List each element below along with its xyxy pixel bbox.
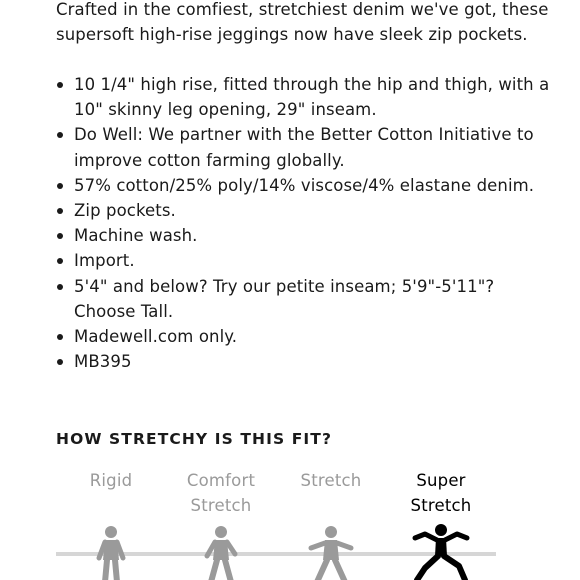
stretch-level-rigid <box>56 468 166 580</box>
list-item <box>56 248 556 273</box>
list-item <box>56 72 556 122</box>
standing-figure-icon <box>81 520 141 580</box>
list-item <box>56 223 556 248</box>
bullet-icon <box>57 132 63 138</box>
list-item <box>56 173 556 198</box>
stretch-level-super-stretch <box>386 468 496 580</box>
stretch-section-title: HOW STRETCHY IS THIS FIT? <box>56 430 333 448</box>
bullet-icon <box>57 208 63 214</box>
product-description-intro: Crafted in the comfiest, stretchiest denim we've got, these supersoft high-rise jeggings now have sleek zip pockets. <box>56 0 549 44</box>
stretch-level-label: Comfort Stretch <box>186 471 256 515</box>
product-details-list <box>56 72 556 374</box>
bullet-icon <box>57 82 63 88</box>
list-item <box>56 324 556 349</box>
list-item-text: Import. <box>74 251 135 271</box>
walking-figure-icon <box>191 520 251 580</box>
stretch-scale <box>56 468 496 580</box>
stretch-level-label: Rigid <box>89 471 133 490</box>
list-item <box>56 198 556 223</box>
stretch-level-stretch <box>276 468 386 580</box>
list-item-text: 57% cotton/25% poly/14% viscose/4% elastane denim. <box>74 175 535 195</box>
bullet-icon <box>57 284 63 290</box>
list-item-text: 5'4" and below? Try our petite inseam; 5'9"-5'11"? Choose Tall. <box>74 276 495 321</box>
stretching-figure-icon <box>301 520 361 580</box>
list-item <box>56 122 556 172</box>
bullet-icon <box>57 183 63 189</box>
bullet-icon <box>57 258 63 264</box>
stretch-level-label: Stretch <box>300 471 362 490</box>
stretch-level-comfort-stretch <box>166 468 276 580</box>
list-item <box>56 274 556 324</box>
list-item-text: Do Well: We partner with the Better Cotton Initiative to improve cotton farming globally. <box>74 125 534 170</box>
lunging-figure-icon <box>411 520 471 580</box>
list-item-text: Madewell.com only. <box>74 327 238 347</box>
list-item-text: MB395 <box>74 352 132 372</box>
list-item-text: Zip pockets. <box>74 201 176 221</box>
bullet-icon <box>57 334 63 340</box>
list-item <box>56 349 556 374</box>
bullet-icon <box>57 359 63 365</box>
list-item-text: 10 1/4" high rise, fitted through the hip and thigh, with a 10" skinny leg opening, 29" inseam. <box>74 75 550 120</box>
bullet-icon <box>57 233 63 239</box>
stretch-level-label: Super Stretch <box>410 471 472 515</box>
list-item-text: Machine wash. <box>74 226 198 246</box>
